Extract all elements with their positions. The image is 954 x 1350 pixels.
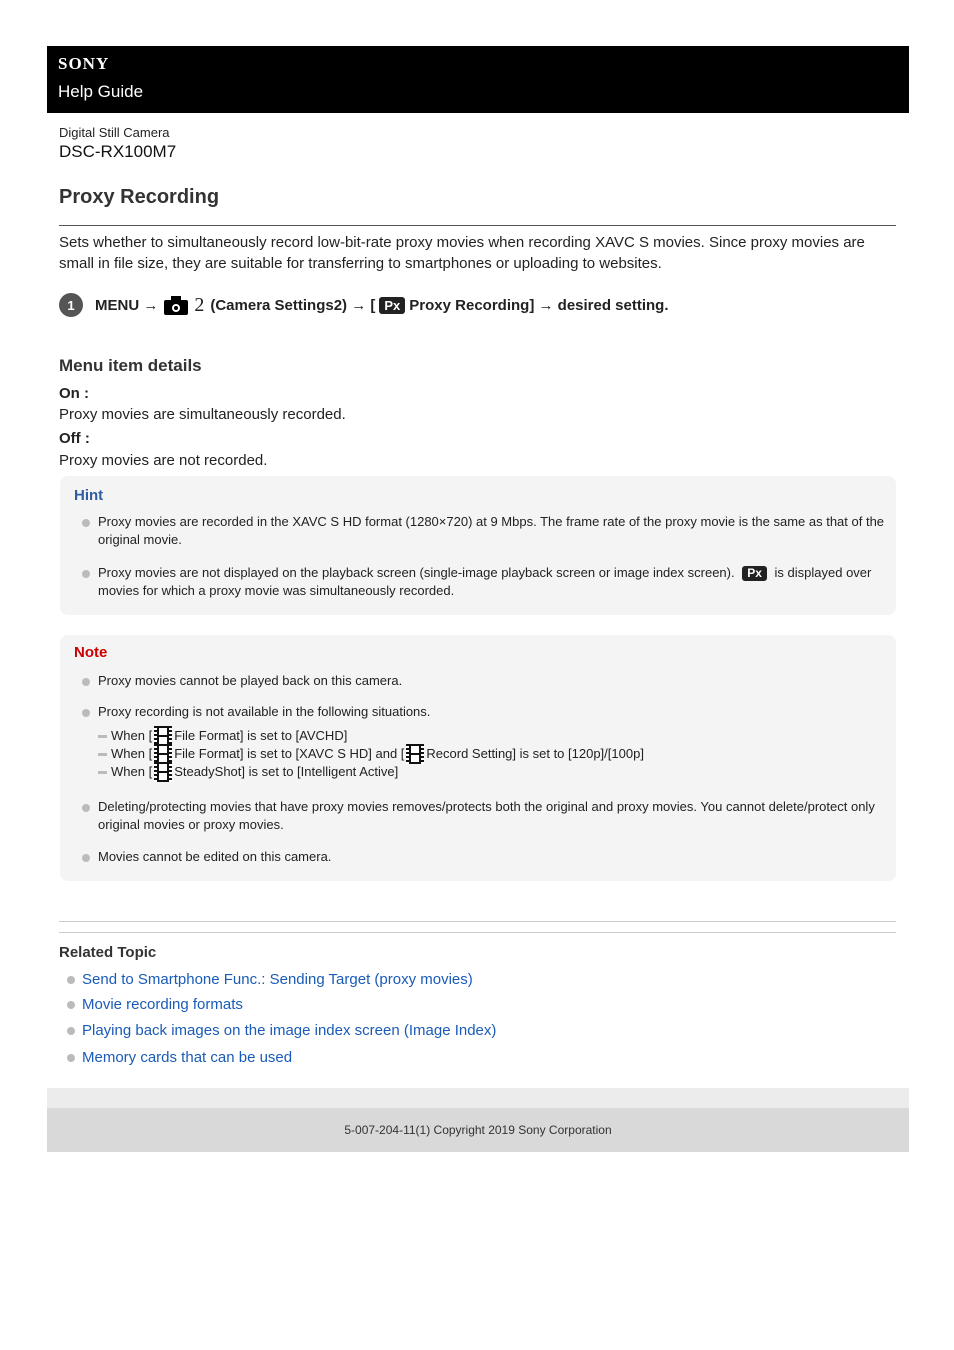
camera-icon [164, 296, 190, 314]
note-subitem: When [ SteadyShot] is set to [Intelligent Active] [98, 762, 398, 782]
note-subitem: When [ File Format] is set to [AVCHD] [98, 726, 347, 746]
divider [59, 932, 896, 933]
sony-logo: SONY [58, 54, 110, 73]
title-divider [59, 225, 896, 226]
note-item: Deleting/protecting movies that have proxy movies removes/protects both the original and proxy movies. You cannot delete/protect only original movies or proxy movies. [82, 798, 888, 834]
header-bar [47, 46, 909, 113]
related-link[interactable]: Movie recording formats [67, 996, 243, 1013]
movie-icon [154, 726, 172, 746]
bullet-icon [67, 976, 75, 984]
bullet-icon [82, 709, 90, 717]
page-title: Proxy Recording [59, 186, 220, 208]
hint-item: Proxy movies are not displayed on the playback screen (single-image playback screen or image index screen). Px is displayed over movies for which a proxy movie was simultaneously recorded. [82, 564, 888, 600]
off-description: Proxy movies are not recorded. [59, 452, 268, 469]
note-title: Note [74, 644, 108, 661]
related-link[interactable]: Send to Smartphone Func.: Sending Target (proxy movies) [67, 971, 473, 988]
dash-icon [98, 735, 107, 738]
camera-settings-number: 2 [194, 293, 205, 316]
note-item: Proxy movies cannot be played back on this camera. [82, 672, 888, 690]
off-label: Off : [59, 430, 90, 447]
intro-text: Sets whether to simultaneously record low-bit-rate proxy movies when recording XAVC S movies. Since proxy movies are small in file size, they are suitable for transferring to smartphones or uploading to websites. [59, 234, 865, 272]
step-number-badge: 1 [59, 293, 83, 317]
bullet-icon [67, 1001, 75, 1009]
bullet-icon [67, 1054, 75, 1062]
bullet-icon [82, 570, 90, 578]
divider [59, 921, 896, 922]
dash-icon [98, 753, 107, 756]
bullet-icon [67, 1027, 75, 1035]
hint-box [60, 476, 896, 615]
on-description: Proxy movies are simultaneously recorded. [59, 406, 346, 423]
related-link[interactable]: Playing back images on the image index screen (Image Index) [67, 1022, 496, 1039]
note-subitem: When [ File Format] is set to [XAVC S HD] and [ Record Setting] is set to [120p]/[100p] [98, 744, 644, 764]
hint-title: Hint [74, 487, 104, 504]
copyright-text: 5-007-204-11(1) Copyright 2019 Sony Corporation [344, 1123, 612, 1137]
on-label: On : [59, 385, 89, 402]
bullet-icon [82, 804, 90, 812]
note-item: Proxy recording is not available in the following situations. [82, 703, 888, 721]
movie-icon [154, 762, 172, 782]
step-1 [59, 292, 669, 318]
menu-item-details-title: Menu item details [59, 356, 202, 375]
bullet-icon [82, 854, 90, 862]
step-camera-settings-text: (Camera Settings2) → [ [210, 296, 376, 314]
movie-icon [406, 744, 424, 764]
product-type: Digital Still Camera [59, 125, 170, 140]
bullet-icon [82, 678, 90, 686]
proxy-icon: Px [742, 566, 767, 581]
footer [47, 1108, 909, 1152]
footer-top-band [47, 1088, 909, 1108]
related-topic-title: Related Topic [59, 944, 157, 961]
movie-icon [154, 744, 172, 764]
hint-item: Proxy movies are recorded in the XAVC S HD format (1280×720) at 9 Mbps. The frame rate of the proxy movie is the same as that of the original movie. [82, 513, 888, 549]
product-model: DSC-RX100M7 [59, 142, 177, 161]
note-item: Movies cannot be edited on this camera. [82, 848, 888, 866]
help-guide-title: Help Guide [58, 82, 144, 101]
note-box [60, 635, 896, 881]
related-link[interactable]: Memory cards that can be used [67, 1049, 292, 1066]
dash-icon [98, 771, 107, 774]
step-rest-text: Proxy Recording] → desired setting. [409, 296, 669, 314]
step-menu-text: MENU → [95, 296, 159, 314]
proxy-icon: Px [379, 297, 405, 314]
bullet-icon [82, 519, 90, 527]
